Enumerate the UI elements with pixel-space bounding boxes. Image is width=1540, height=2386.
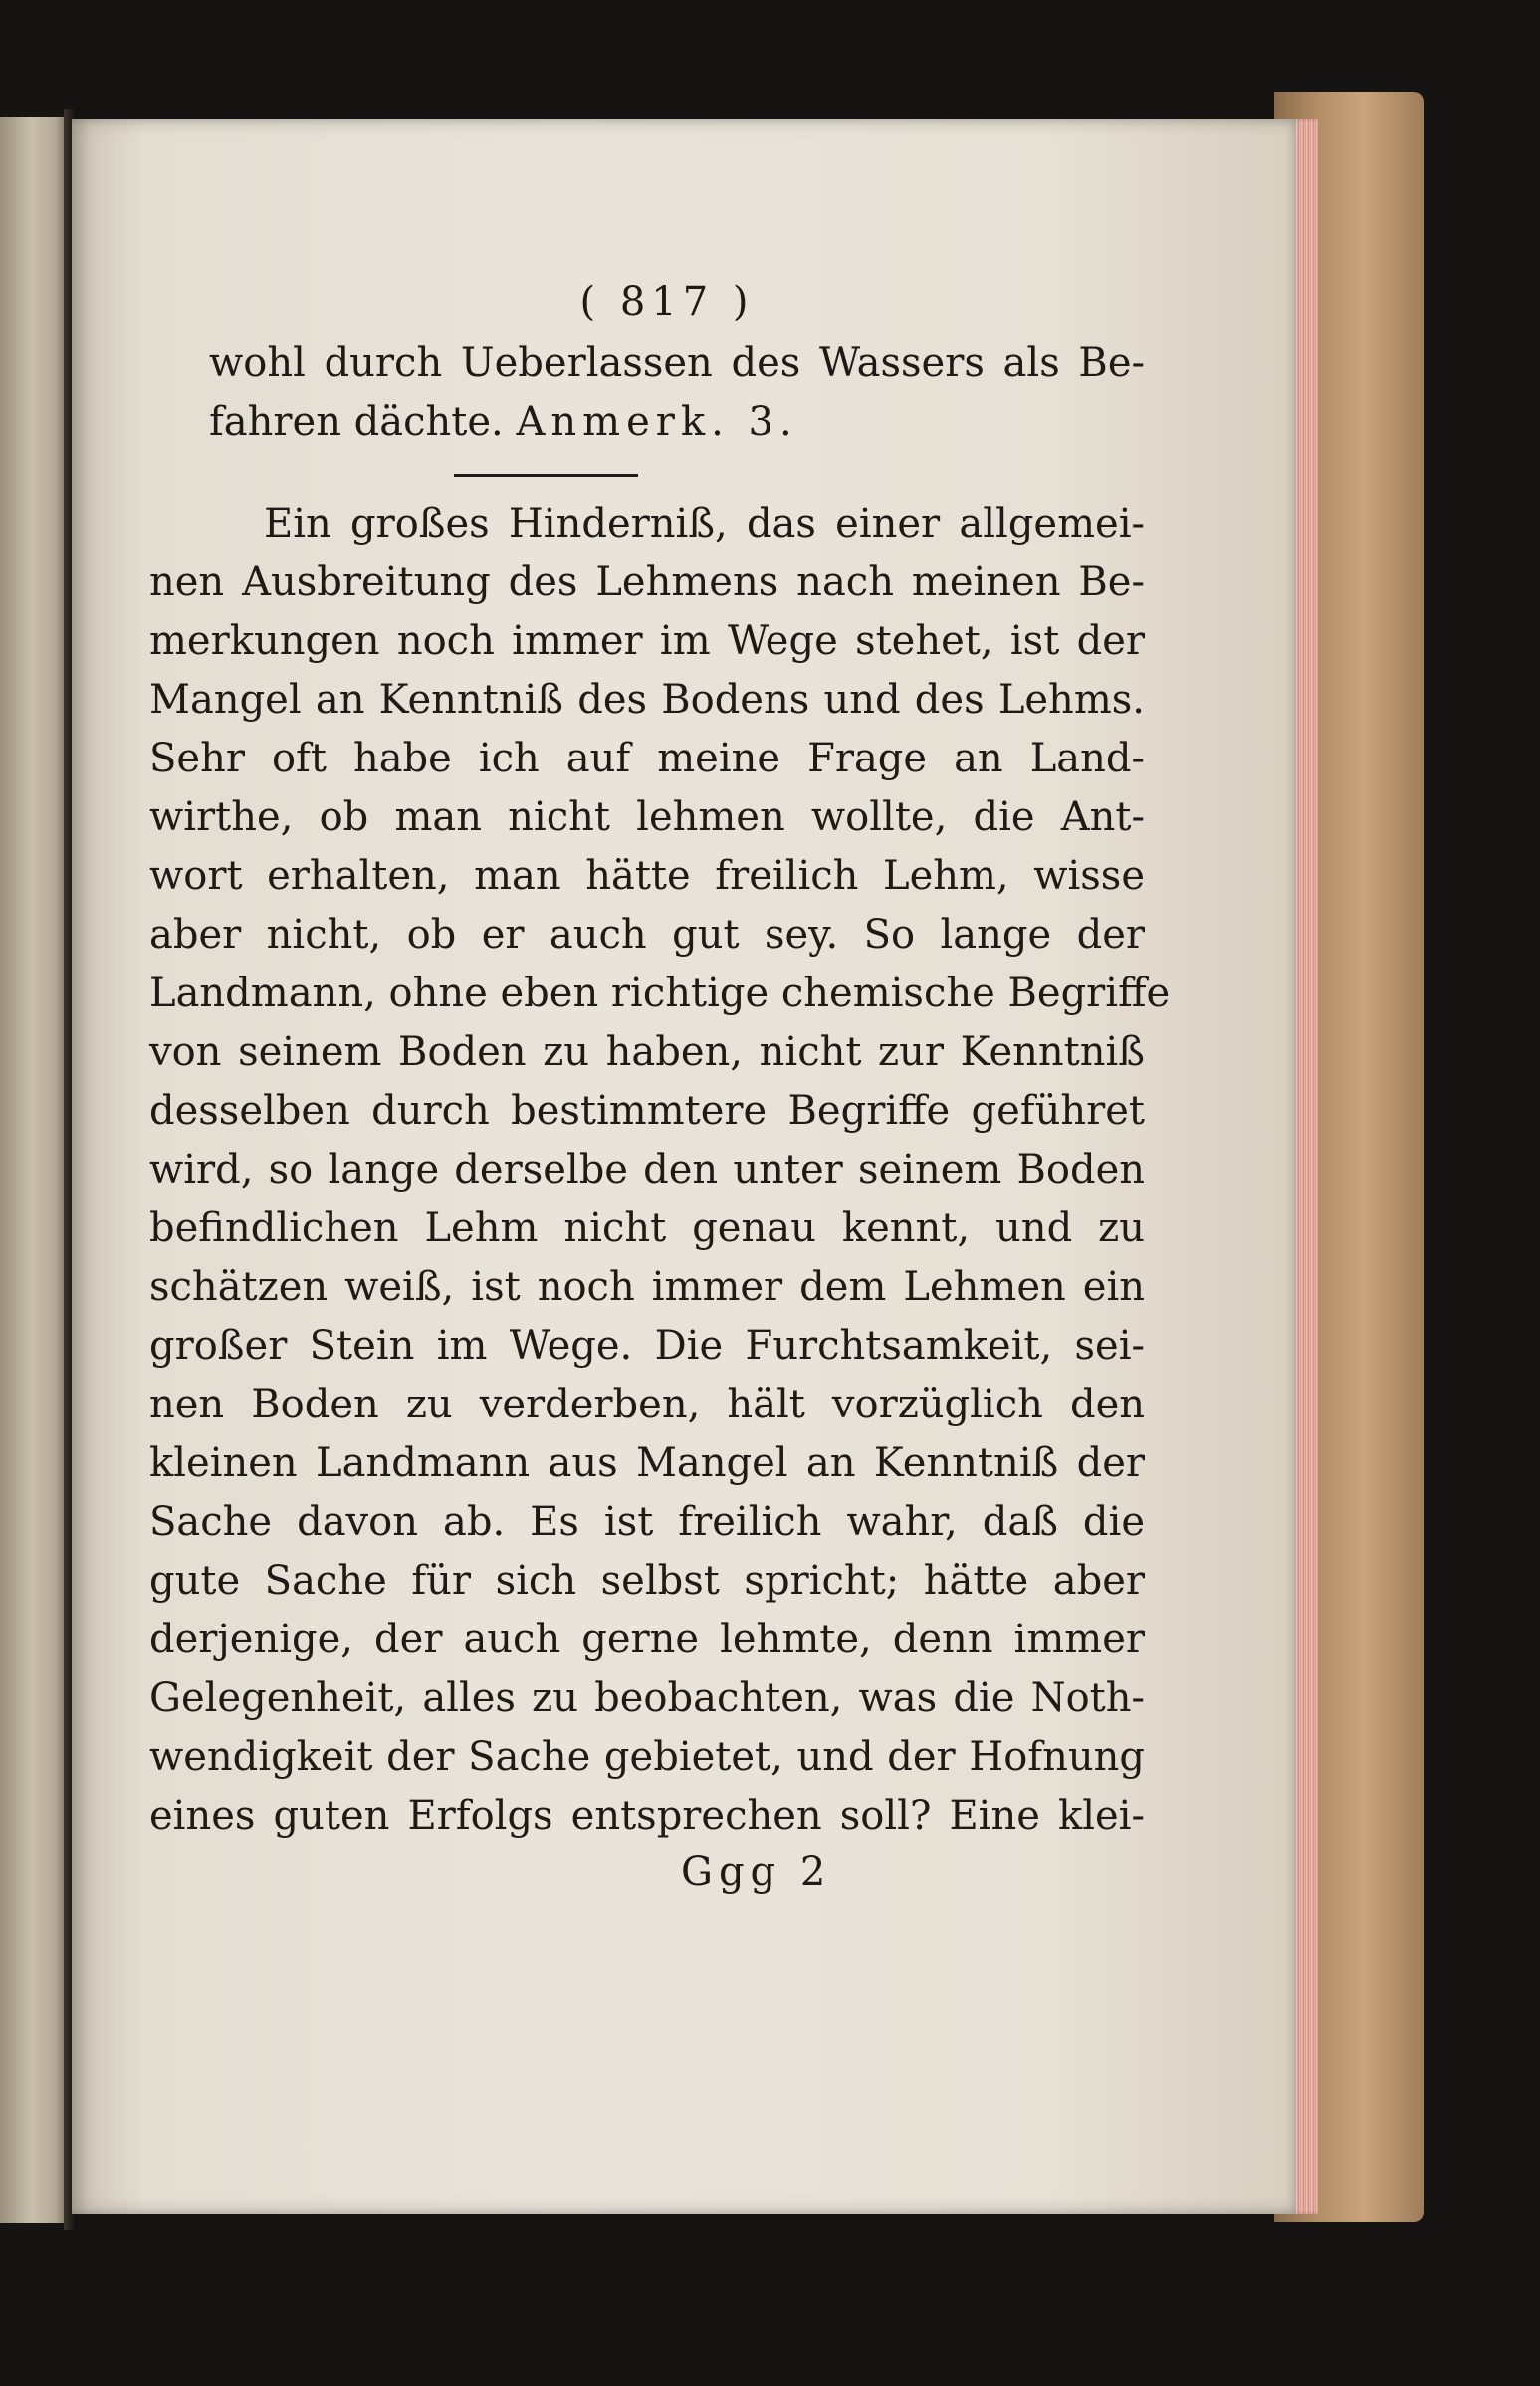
text-line: wort erhalten, man hätte freilich Lehm, wisse xyxy=(149,853,1145,899)
text-line: Sehr oft habe ich auf meine Frage an Land- xyxy=(149,736,1145,781)
left-page-edge xyxy=(0,117,70,2223)
text-line: Landmann, ohne eben richtige chemische Begriffe xyxy=(149,971,1171,1016)
signature-mark: Ggg 2 xyxy=(681,1849,832,1895)
section-rule xyxy=(454,474,638,477)
note-reference: Anmerk. 3. xyxy=(516,399,798,445)
text-line: kleinen Landmann aus Mangel an Kenntniß der xyxy=(149,1440,1145,1486)
text-line-with-note xyxy=(149,393,1145,452)
text-line: wird, so lange derselbe den unter seinem Boden xyxy=(149,1147,1145,1193)
text-line: nen Boden zu verderben, hält vorzüglich den xyxy=(149,1382,1145,1427)
text-line: merkungen noch immer im Wege stehet, ist der xyxy=(149,618,1145,664)
text-line: schätzen weiß, ist noch immer dem Lehmen ein xyxy=(149,1264,1145,1310)
text-line: gute Sache für sich selbst spricht; hätte aber xyxy=(149,1558,1145,1604)
text-line: befindlichen Lehm nicht genau kennt, und zu xyxy=(149,1205,1145,1251)
text-line: von seinem Boden zu haben, nicht zur Kenntniß xyxy=(149,1029,1145,1075)
text-line: wendigkeit der Sache gebietet, und der Hofnung xyxy=(149,1734,1145,1780)
text-line: großer Stein im Wege. Die Furchtsamkeit, sei- xyxy=(149,1323,1145,1369)
text-line: Sache davon ab. Es ist freilich wahr, daß die xyxy=(149,1499,1145,1545)
text-line: derjenige, der auch gerne lehmte, denn immer xyxy=(149,1617,1145,1662)
text-line: aber nicht, ob er auch gut sey. So lange der xyxy=(149,912,1145,958)
text-line: wirthe, ob man nicht lehmen wollte, die Ant- xyxy=(149,794,1145,840)
text-span: fahren dächte. xyxy=(209,399,504,445)
text-line: wohl durch Ueberlassen des Wassers als Be- xyxy=(209,340,1145,386)
page-number-header: ( 817 ) xyxy=(579,279,755,325)
text-line: desselben durch bestimmtere Begriffe geführet xyxy=(149,1088,1145,1134)
text-line: Mangel an Kenntniß des Bodens und des Lehms. xyxy=(149,677,1145,723)
text-line: Gelegenheit, alles zu beobachten, was die Noth- xyxy=(149,1675,1145,1721)
text-line: eines guten Erfolgs entsprechen soll? Eine klei- xyxy=(149,1793,1145,1839)
text-line: nen Ausbreitung des Lehmens nach meinen Be- xyxy=(149,559,1145,605)
page-text xyxy=(149,279,1171,1895)
text-line: Ein großes Hinderniß, das einer allgemei- xyxy=(264,501,1145,546)
